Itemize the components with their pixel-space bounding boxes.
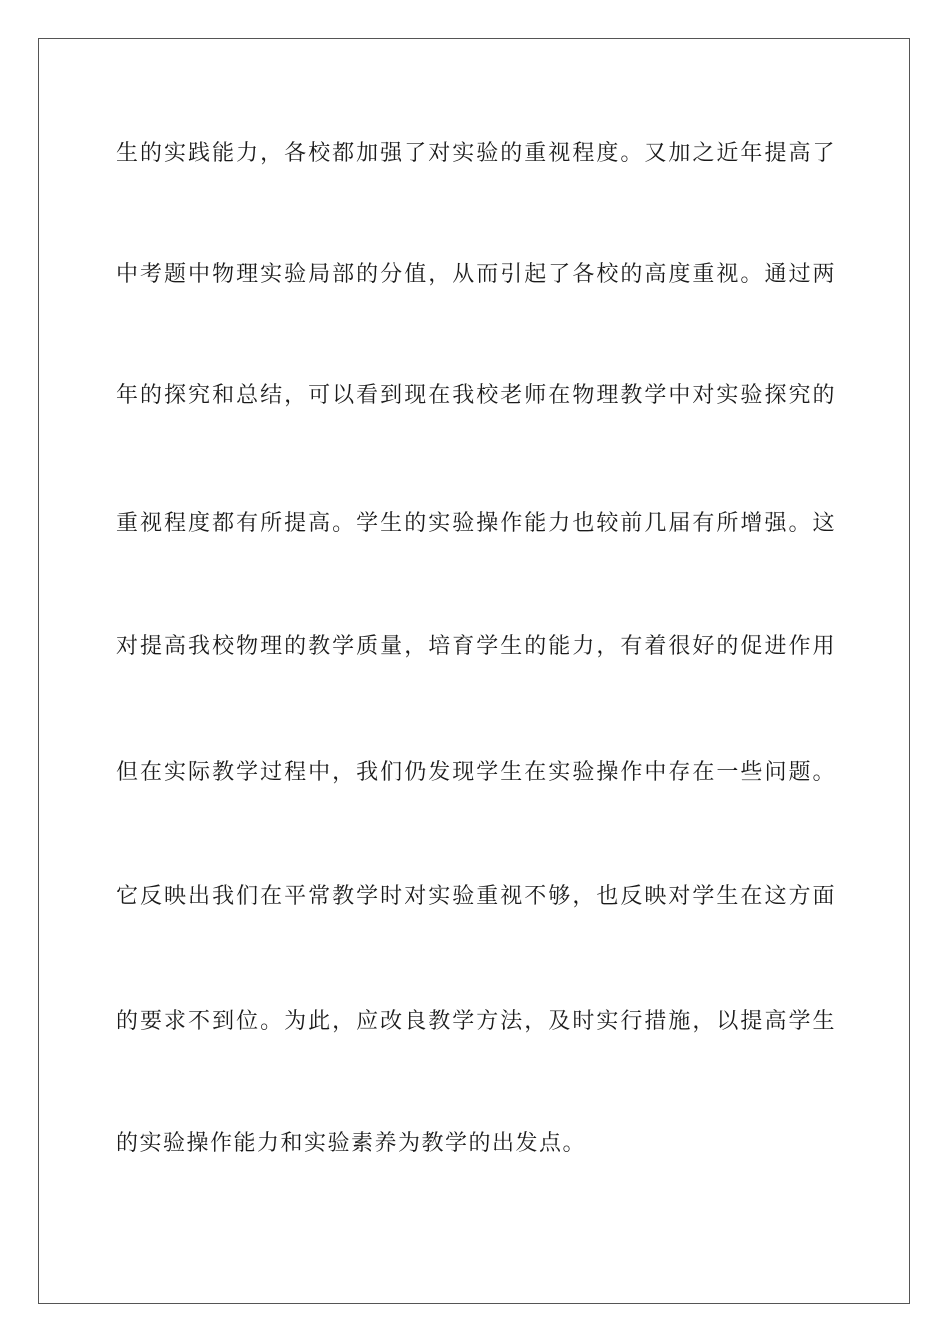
paragraph-line: 的要求不到位。为此，应改良教学方法，及时实行措施，以提高学生 xyxy=(116,1009,836,1034)
page-border xyxy=(38,38,910,1304)
paragraph-line: 中考题中物理实验局部的分值，从而引起了各校的高度重视。通过两 xyxy=(116,262,836,287)
paragraph-line: 重视程度都有所提高。学生的实验操作能力也较前几届有所增强。这 xyxy=(116,511,836,536)
paragraph-line: 年的探究和总结，可以看到现在我校老师在物理教学中对实验探究的 xyxy=(116,383,836,408)
paragraph-line: 对提高我校物理的教学质量，培育学生的能力，有着很好的促进作用 xyxy=(116,634,836,659)
paragraph-line-last: 的实验操作能力和实验素养为教学的出发点。 xyxy=(116,1131,587,1156)
paragraph-line: 生的实践能力，各校都加强了对实验的重视程度。又加之近年提高了 xyxy=(116,141,836,166)
paragraph-line: 但在实际教学过程中，我们仍发现学生在实验操作中存在一些问题。 xyxy=(116,760,836,785)
paragraph-line: 它反映出我们在平常教学时对实验重视不够，也反映对学生在这方面 xyxy=(116,884,836,909)
